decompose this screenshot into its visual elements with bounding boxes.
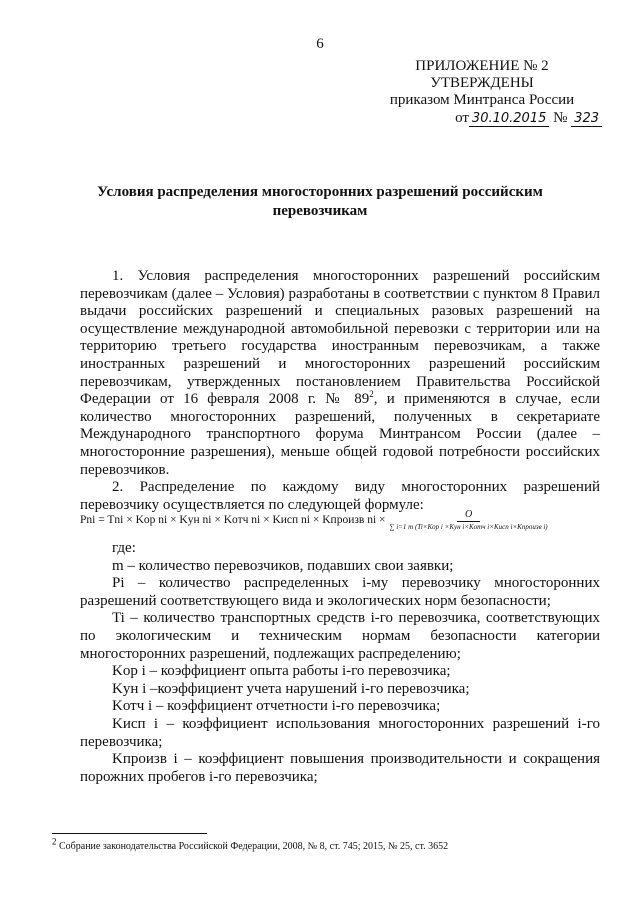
document-title: Условия распределения многосторонних разрешений российским перевозчикам xyxy=(97,184,543,219)
footnote xyxy=(52,836,449,852)
paragraph-2: 2. Распределение по каждому виду многосторонних разрешений перевозчику осуществляется по следующей формуле: xyxy=(80,479,600,513)
order-label: приказом Минтранса России xyxy=(389,92,575,108)
where-label: где: xyxy=(112,540,136,556)
formula-fraction xyxy=(390,509,548,531)
number-label: № xyxy=(553,110,568,126)
distribution-formula xyxy=(80,509,605,531)
handwritten-number: 323 xyxy=(571,111,602,127)
def-k-isp: Kисп i – коэффициент использования многосторонних разрешений i-го перевозчика; xyxy=(80,715,600,750)
footnote-mark: 2 xyxy=(52,836,57,847)
formula-numerator: O xyxy=(457,509,480,522)
approved-label: УТВЕРЖДЕНЫ xyxy=(430,75,534,91)
def-k-or: Kор i – коэффициент опыта работы i-го перевозчика; xyxy=(112,663,451,680)
appendix-number: ПРИЛОЖЕНИЕ № 2 xyxy=(415,58,549,74)
formula-lhs: Pni = Tni × Kор ni × Kун ni × Kотч ni × Kисп ni × Kпроизв ni × xyxy=(80,514,386,526)
paragraph-1 xyxy=(80,268,600,514)
footnote-divider xyxy=(52,833,207,834)
def-k-un: Kун i –коэффициент учета нарушений i-го перевозчика; xyxy=(112,680,470,697)
from-label: от xyxy=(455,110,469,126)
page-number: 6 xyxy=(316,36,324,52)
footnote-ref: 2 xyxy=(369,389,374,400)
appendix-header xyxy=(362,58,602,109)
def-t: Ti – количество транспортных средств i-го перевозчика, соответствующих по экологическим и техническим нормам безопасности категории многосторонних разрешений, подлежащих распределению; xyxy=(80,610,600,662)
footnote-text: Собрание законодательства Российской Федерации, 2008, № 8, ст. 745; 2015, № 25, ст. 3652 xyxy=(56,841,449,852)
def-m: m – количество перевозчиков, подавших свои заявки; xyxy=(112,557,454,574)
def-k-proizv: Kпроизв i – коэффициент повышения производительности и сокращения порожних пробегов i-го перевозчика; xyxy=(80,751,600,785)
p1-text: 1. Условия распределения многосторонних разрешений российским перевозчикам (далее – Условия) разработаны в соответствии с пунктом 8 Правил выдачи российских разрешений и специальных разовых разрешений на осуществление международной автомобильной перевозки с территории или на территорию третьего государства иностранным перевозчикам, а также иностранных разрешений и многосторонних разрешений российским перевозчикам, утвержденных постановлением Правительства Российской Федерации от 16 февраля 2008 г. № 89 xyxy=(80,268,600,408)
def-p: Pi – количество распределенных i-му перевозчику многосторонних разрешений соответствующего вида и экологических норм безопасности; xyxy=(80,575,600,609)
def-k-otch: Kотч i – коэффициент отчетности i-го перевозчика; xyxy=(112,698,441,715)
definitions xyxy=(80,540,600,786)
p1-text-cont: , и применяются в случае, если количество многосторонних разрешений, полученных в секретариате Международного транспортного форума Минтрансом России (далее – многосторонние разрешения), меньше общей годовой потребности российских перевозчиков. xyxy=(80,391,600,478)
handwritten-date: 30.10.2015 xyxy=(469,111,549,127)
formula-denominator: ∑ i=1 m (Ti×Kор i ×Kун i×Kотч i×Kисп i×Kпроизв i) xyxy=(389,523,548,531)
order-date-number xyxy=(455,110,602,127)
